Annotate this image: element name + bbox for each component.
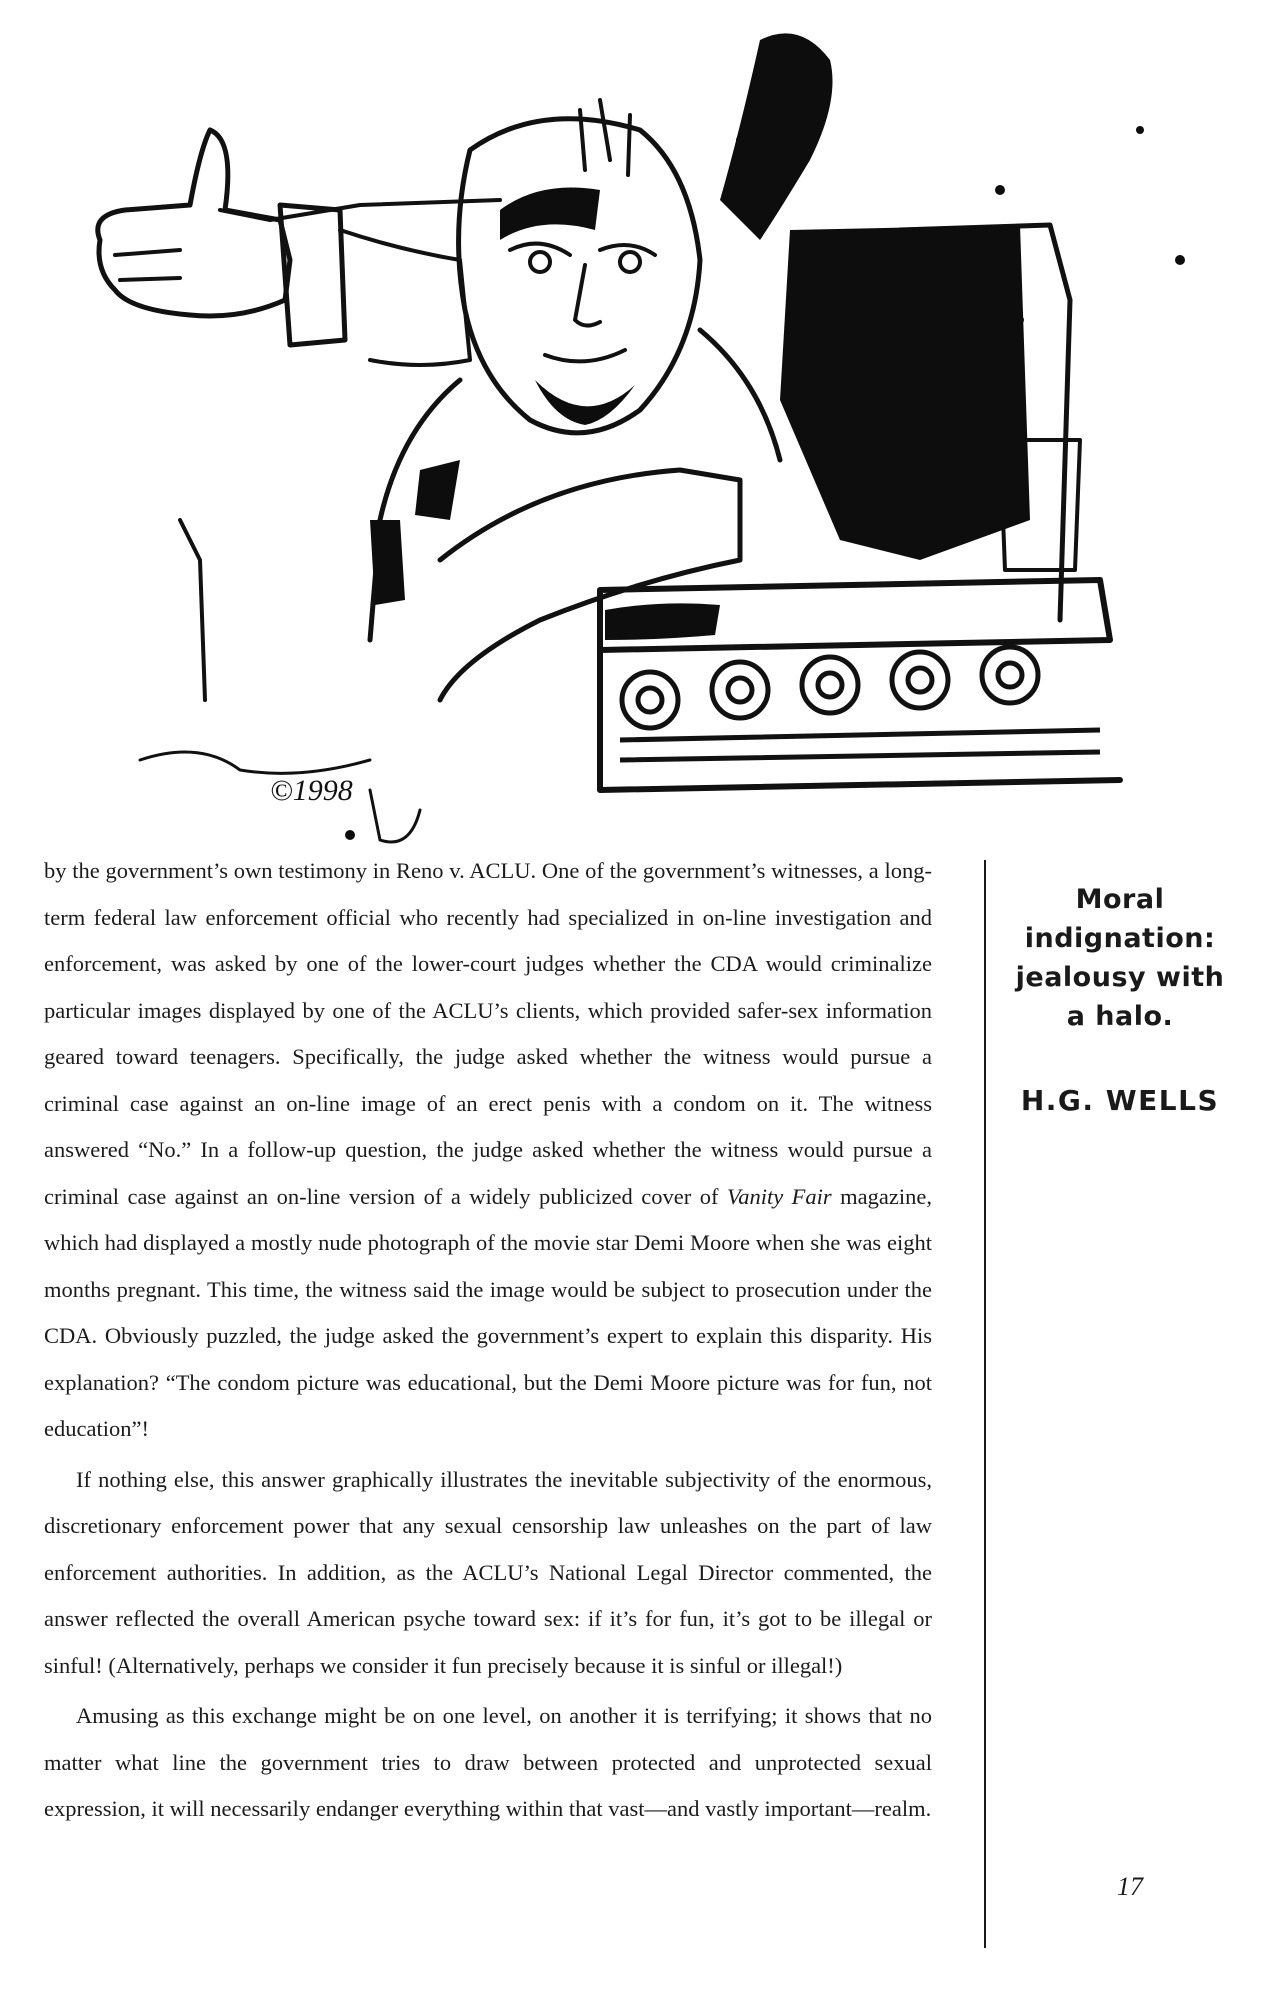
quote-attribution: H.G. WELLS [1020, 1084, 1220, 1117]
sidebar-divider [984, 860, 986, 1948]
page-number: 17 [1117, 1872, 1143, 1901]
paragraph-2: If nothing else, this answer graphically illustrates the inevitable subjectivity of the enormous, discretionary enforcement power that any sexual censorship law unleashes on the part of law enforcement authorities. In addition, as the ACLU’s National Legal Director commented, the answer reflected the overall American psyche toward sex: if it’s for fun, it’s got to be illegal or sinful! (Alternatively, perhaps we consider it fun precisely because it is sinful or illegal!) [44, 1466, 932, 1678]
paragraph-3: Amusing as this exchange might be on one level, on another it is terrifying; it shows that no matter what line the government tries to draw between protected and unprotected sexual expression, it will necessarily endanger everything within that vast—and vastly important—realm. [44, 1703, 932, 1821]
paragraph-1: by the government’s own testimony in Reno v. ACLU. One of the government’s witnesses, a long-term federal law enforcement official who recently had specialized in on-line investigation and enforcement, was asked by one of the lower-court judges whether the CDA would criminalize particular images displayed by one of the ACLU’s clients, which provided safer-sex information geared toward teenagers. Specifically, the judge asked whether the witness would pursue a criminal case against an on-line image of an erect penis with a condom on it. The witness answered “No.” In a follow-up question, the judge asked whether the witness would pursue a criminal case against an on-line version of a widely publicized cover of Vanity Fair magazine, which had displayed a mostly nude photograph of the movie star Demi Moore when she was eight months pregnant. This time, the witness said the image would be subject to prosecution under the CDA. Obviously puzzled, the judge asked the government’s expert to explain this disparity. His explanation? “The condom picture was educational, but the Demi Moore picture was for fun, not education”! [44, 858, 932, 1441]
ink-illustration [40, 0, 1210, 850]
body-text [44, 848, 932, 1833]
artist-signature: ©1998 [270, 774, 353, 807]
magazine-title: Vanity Fair [726, 1183, 832, 1209]
quote-text: Moral indignation: jealousy with a halo. [1015, 884, 1225, 1032]
sidebar-quote [1000, 880, 1240, 1120]
cartoon-drawing [40, 0, 1210, 850]
